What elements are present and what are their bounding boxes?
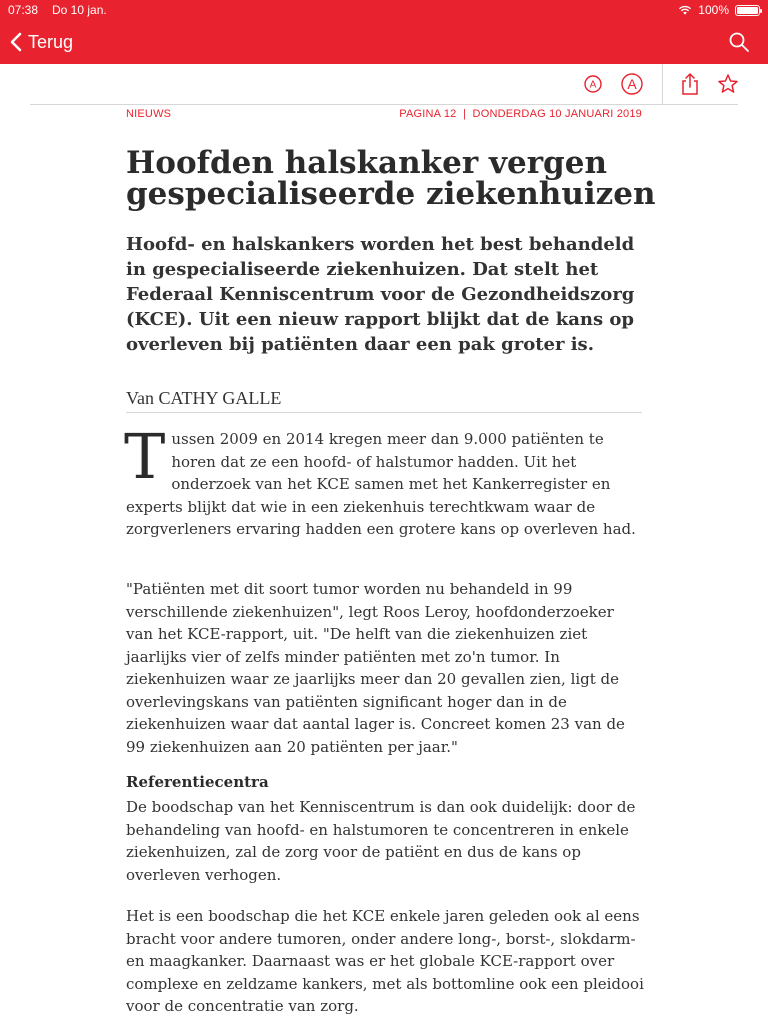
article-byline: Van CATHY GALLE [126,388,642,413]
font-small-glyph: A [589,79,597,91]
status-date: Do 10 jan. [52,3,107,17]
status-bar [0,0,768,20]
font-increase-icon[interactable] [620,72,644,96]
drop-cap: T [124,420,166,493]
star-icon[interactable] [716,72,740,96]
font-decrease-icon[interactable] [581,72,605,96]
status-time: 07:38 [8,3,39,17]
article-paragraph-3: De boodschap van het Kenniscentrum is dan ook duidelijk: door de behandeling van hoofd- en halstumoren te concentreren in enkele ziekenhuizen, zal de zorg voor de patiënt en dus de kans op overleven verhogen. [126,798,636,884]
battery-icon [735,5,760,16]
status-right [678,3,760,17]
back-button[interactable] [10,30,73,54]
paragraph-1-text: ussen 2009 en 2014 kregen meer dan 9.000 patiënten te horen dat ze een hoofd- of halstumor hadden. Uit het onderzoek van het KCE samen met het Kankerregister en experts blijkt dat wie in een ziekenhuis terechtkwam waar de zorgverleners ervaring hadden een grotere kans op overleven had. [126,430,636,538]
article-headline: Hoofden halskanker vergen gespecialiseerde ziekenhuizen [126,145,656,212]
wifi-icon [678,5,692,15]
top-bar [0,0,768,64]
article-page-info: PAGINA 12 | DONDERDAG 10 JANUARI 2019 [399,108,642,120]
reader-toolbar [30,64,738,105]
chevron-left-icon [10,32,22,52]
share-icon[interactable] [678,72,702,96]
toolbar-divider [662,64,663,104]
article-lead: Hoofd- en halskankers worden het best behandeld in gespecialiseerde ziekenhuizen. Dat stelt het Federaal Kenniscentrum voor de Gezondheidszorg (KCE). Uit een nieuw rapport blijkt dat de kans op overleven bij patiënten daar een pak groter is. [126,234,635,355]
article-subheading: Referentiecentra [126,773,269,791]
article-section: NIEUWS [126,108,172,120]
back-label: Terug [28,31,74,52]
battery-percent: 100% [698,3,729,17]
article-meta [126,108,642,124]
article-paragraph-4: Het is een boodschap die het KCE enkele jaren geleden ook al eens bracht voor andere tumoren, onder andere long-, borst-, slokdarm- en maagkanker. Daarnaast was er het globale KCE-rapport over complexe en zeldzame kankers, met als bottomline ook een pleidooi voor de concentratie van zorg. [126,907,644,1015]
article-paragraph-2: "Patiënten met dit soort tumor worden nu behandeld in 99 verschillende ziekenhuizen", legt Roos Leroy, hoofdonderzoeker van het KCE-rapport, uit. "De helft van die ziekenhuizen ziet jaarlijks vier of zelfs minder patiënten met zo'n tumor. In ziekenhuizen waar ze jaarlijks meer dan 20 gevallen zien, ligt de overlevingskans van patiënten significant hoger dan in de ziekenhuizen waar dat aantal lager is. Concreet komen 23 van de 99 ziekenhuizen aan 20 patiënten per jaar." [126,580,625,756]
font-large-glyph: A [627,76,637,92]
article-paragraph-1 [124,420,644,541]
search-icon[interactable] [728,31,750,53]
